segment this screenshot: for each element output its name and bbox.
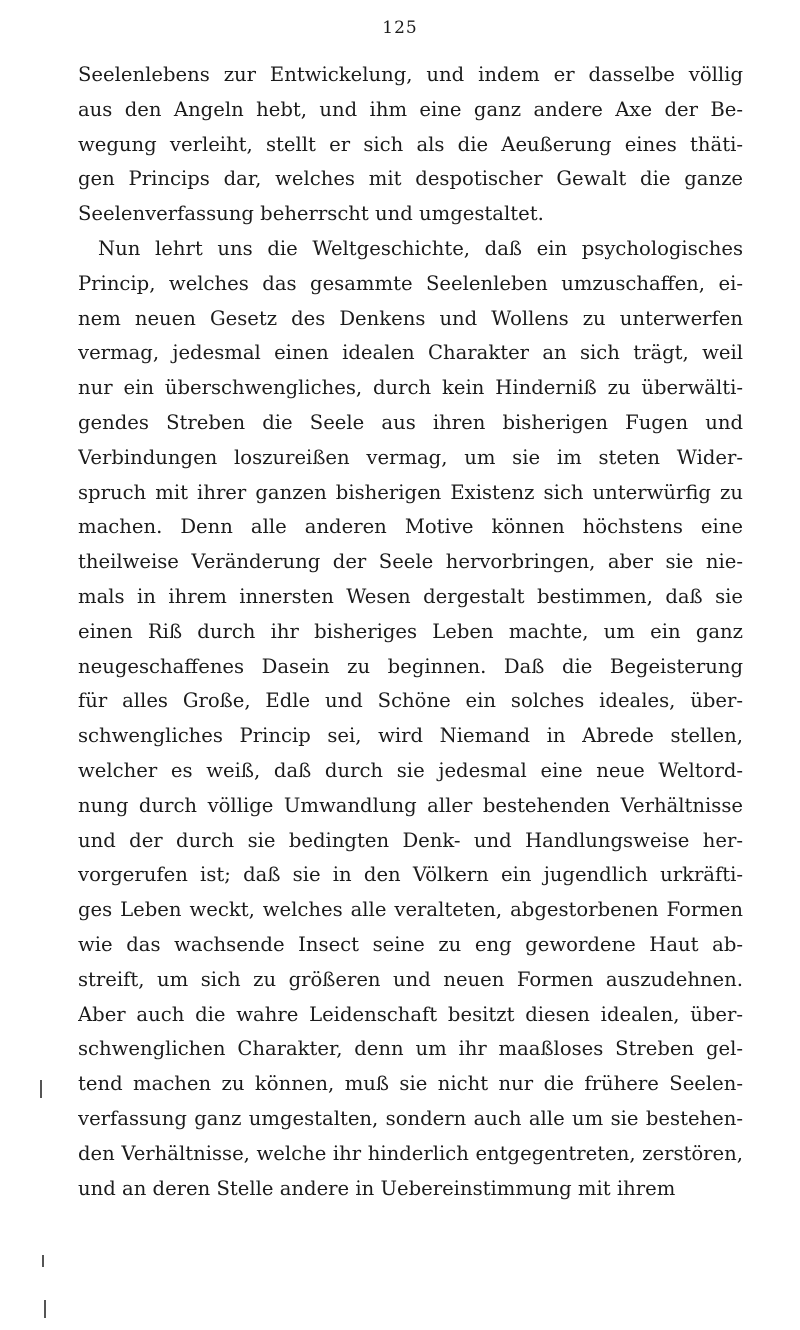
text-line: neugeschaffenes Dasein zu beginnen. Daß die Begeisterung	[78, 654, 743, 678]
text-line: vermag, jedesmal einen idealen Charakter an sich trägt, weil	[78, 341, 743, 365]
text-line: und der durch sie bedingten Denk- und Handlungsweise her-	[78, 828, 743, 852]
text-line: den Verhältnisse, welche ihr hinderlich entgegentreten, zerstören,	[78, 1141, 743, 1165]
page-number: 125	[382, 18, 418, 38]
margin-mark	[44, 1300, 46, 1318]
text-line: ges Leben weckt, welches alle veralteten, abgestorbenen Formen	[78, 898, 743, 922]
margin-mark	[42, 1255, 44, 1267]
text-line: theilweise Veränderung der Seele hervorbringen, aber sie nie-	[78, 550, 743, 574]
text-line: mals in ihrem innersten Wesen dergestalt bestimmen, daß sie	[78, 584, 743, 608]
text-line: Seelenlebens zur Entwickelung, und indem er dasselbe völlig	[78, 63, 743, 86]
text-line: Aber auch die wahre Leidenschaft besitzt diesen idealen, über-	[78, 1002, 743, 1026]
text-line: Princip, welches das gesammte Seelenleben umzuschaffen, ei-	[78, 271, 743, 295]
text-line: Seelenverfassung beherrscht und umgestaltet.	[78, 202, 544, 226]
text-line: schwenglichen Charakter, denn um ihr maaßloses Streben gel-	[78, 1037, 743, 1061]
margin-mark	[40, 1080, 42, 1098]
text-line: wie das wachsende Insect seine zu eng gewordene Haut ab-	[78, 932, 743, 956]
text-line: einen Riß durch ihr bisheriges Leben machte, um ein ganz	[78, 619, 743, 643]
body-text	[78, 58, 743, 1206]
text-line: schwengliches Princip sei, wird Niemand in Abrede stellen,	[78, 724, 743, 748]
text-line: wegung verleiht, stellt er sich als die Aeußerung eines thäti-	[78, 132, 743, 156]
text-line: gendes Streben die Seele aus ihren bisherigen Fugen und	[78, 410, 743, 434]
text-line: machen. Denn alle anderen Motive können höchstens eine	[78, 515, 743, 539]
text-line: nem neuen Gesetz des Denkens und Wollens zu unterwerfen	[78, 306, 743, 330]
text-line: tend machen zu können, muß sie nicht nur die frühere Seelen-	[78, 1072, 743, 1096]
text-line: streift, um sich zu größeren und neuen Formen auszudehnen.	[78, 967, 743, 991]
text-line: gen Princips dar, welches mit despotischer Gewalt die ganze	[78, 167, 743, 191]
text-line: und an deren Stelle andere in Uebereinstimmung mit ihrem	[78, 1176, 676, 1200]
text-line: für alles Große, Edle und Schöne ein solches ideales, über-	[78, 689, 743, 713]
text-line: Verbindungen loszureißen vermag, um sie im steten Wider-	[78, 445, 743, 469]
text-line: nung durch völlige Umwandlung aller bestehenden Verhältnisse	[78, 793, 743, 817]
text-line: Nun lehrt uns die Weltgeschichte, daß ein psychologisches	[98, 236, 743, 260]
text-line: welcher es weiß, daß durch sie jedesmal eine neue Weltord-	[78, 758, 743, 782]
text-line: aus den Angeln hebt, und ihm eine ganz andere Axe der Be-	[78, 97, 743, 121]
text-line: nur ein überschwengliches, durch kein Hinderniß zu überwälti-	[78, 376, 743, 400]
text-line: vorgerufen ist; daß sie in den Völkern ein jugendlich urkräfti-	[78, 863, 743, 887]
text-line: spruch mit ihrer ganzen bisherigen Existenz sich unterwürfig zu	[78, 480, 743, 504]
text-line: verfassung ganz umgestalten, sondern auch alle um sie bestehen-	[78, 1106, 743, 1130]
